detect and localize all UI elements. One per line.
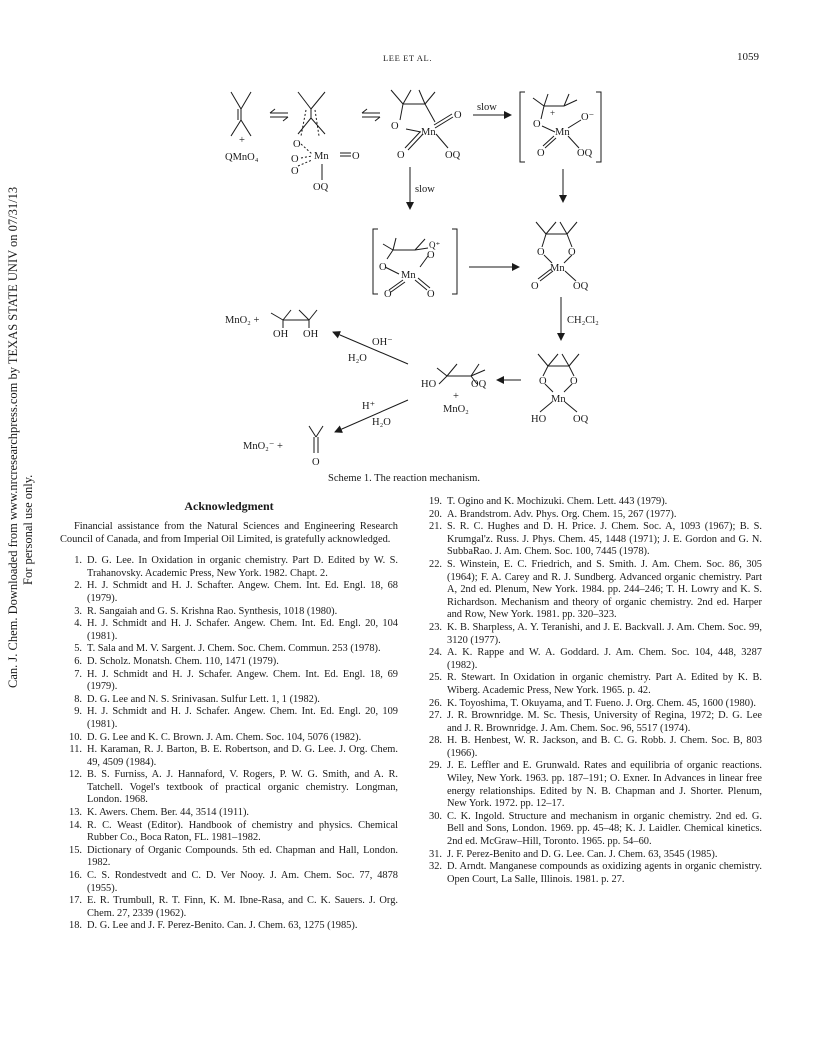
reference-text: T. Sala and M. V. Sargent. J. Chem. Soc. Chem. Commun. 253 (1978). [87, 643, 381, 655]
scheme-mn-label: Mn [550, 263, 565, 274]
reference-number: 27. [429, 710, 442, 722]
reference-text: D. G. Lee and K. C. Brown. J. Am. Chem. Soc. 104, 5076 (1982). [87, 731, 362, 743]
reference-text: J. E. Leffler and E. Grunwald. Rates and equilibria of organic reactions. Wiley, New York. 1963. pp. 187–191; O. Exner. In Advances in linear free energy relationships. Edited by N. B. Chapman and J. Shorter. Plenum, New York. 1972. pp. 12–17. [447, 760, 762, 810]
reference-item [60, 706, 398, 731]
scheme-plus: + [239, 135, 245, 146]
reference-text: H. B. Henbest, W. R. Jackson, and B. C. G. Robb. J. Chem. Soc. B, 803 (1966). [447, 735, 762, 759]
reference-text: Dictionary of Organic Compounds. 5th ed. Chapman and Hall, London. 1982. [87, 844, 398, 869]
reference-number: 1. [74, 555, 82, 567]
reference-text: R. C. Weast (Editor). Handbook of chemistry and physics. Chemical Rubber Co., Boca Raton, FL. 1981–1982. [87, 819, 398, 844]
reference-number: 8. [74, 693, 82, 705]
reference-item [420, 849, 762, 862]
reference-item [420, 710, 762, 735]
reference-item [420, 760, 762, 810]
reference-text: H. Karaman, R. J. Barton, B. E. Robertson, and D. G. Lee. J. Org. Chem. 49, 4509 (1984). [87, 744, 398, 768]
reference-text: D. Arndt. Manganese compounds as oxidizing agents in organic chemistry. Open Court, La Salle, Illinois. 1981. p. 27. [447, 861, 762, 885]
scheme-mn-label: Mn [401, 270, 416, 281]
reference-item [420, 647, 762, 672]
reference-text: D. G. Lee and N. S. Srinivasan. Sulfur Lett. 1, 1 (1982). [87, 693, 320, 705]
acknowledgment-title: Acknowledgment [184, 499, 274, 513]
reference-text: C. K. Ingold. Structure and mechanism in organic chemistry. 2nd ed. G. Bell and Sons, London. 1969. pp. 45–48; K. J. Laidler. Chemical kinetics. 2nd ed. McGraw–Hill, Toronto. 1965. pp. 54–60. [447, 810, 762, 848]
reference-text: J. R. Brownridge. M. Sc. Thesis, University of Regina, 1972; D. G. Lee and J. R. Brownridge. J. Am. Chem. Soc. 96, 5517 (1974). [447, 710, 762, 734]
scheme-o-label: O [384, 289, 392, 300]
reference-number: 28. [429, 735, 442, 747]
scheme-h2o-1: H₂O [348, 353, 367, 364]
scheme-plus: + [453, 391, 459, 402]
scheme-mno2-minus: MnO₂⁻ + [243, 441, 283, 452]
reference-number: 21. [429, 521, 442, 533]
scheme-oq-label: OQ [313, 182, 329, 193]
scheme-o-label: O [568, 247, 576, 258]
reference-item [60, 732, 398, 745]
scheme-mno2-diol: MnO₂ + [225, 315, 260, 326]
scheme-ketone-o: O [312, 457, 320, 468]
reference-number: 25. [429, 672, 442, 684]
reference-item [420, 861, 762, 886]
reference-item [60, 606, 398, 619]
reference-item [60, 744, 398, 769]
reference-item [420, 559, 762, 622]
reference-number: 20. [429, 508, 442, 520]
reference-text: B. S. Furniss, A. J. Hannaford, V. Rogers, P. W. G. Smith, and A. R. Tatchell. Vogel's textbook of practical organic chemistry. Longman, London. 1968. [87, 769, 398, 806]
reference-item [60, 694, 398, 707]
reference-item [420, 698, 762, 711]
running-head: LEE ET AL. [383, 53, 433, 63]
watermark-line-2: For personal use only. [21, 474, 35, 585]
scheme-o-label: O [379, 262, 387, 273]
reference-text: S. Winstein, E. C. Friedrich, and S. Smith. J. Am. Chem. Soc. 86, 305 (1964); F. A. Carey and R. J. Sundberg. Advanced organic chemistry. Part A, 2nd ed. Plenum, New York. 1984. pp. 244–246; T. H. Lowry and K. S. Richardson. Mechanism and theory of organic chemistry. 2nd ed. Harper and Row, New York. 1981. pp. 320–323. [447, 558, 762, 621]
reference-item [60, 669, 398, 694]
scheme-slow-down: slow [415, 184, 435, 195]
reference-number: 7. [74, 668, 82, 680]
reference-item [60, 807, 398, 820]
reference-number: 5. [74, 643, 82, 655]
scheme-ho-label: HO [421, 379, 437, 390]
scheme-oq-label: OQ [573, 281, 589, 292]
scheme-o-label: O [533, 119, 541, 130]
scheme-mn-label: Mn [551, 394, 566, 405]
reference-item [60, 580, 398, 605]
scheme-oh-minus: OH⁻ [372, 337, 393, 348]
scheme-qmno4: QMnO₄ [225, 152, 259, 163]
scheme-o-label: O [293, 139, 301, 150]
reference-text: E. R. Trumbull, R. T. Finn, K. M. Ibne-Rasa, and C. K. Sauers. J. Org. Chem. 27, 2339 (1962). [87, 895, 398, 919]
reference-text: H. J. Schmidt and H. J. Schafer. Angew. Chem. Int. Ed. Engl. 18, 69 (1979). [87, 668, 398, 693]
acknowledgment-text: Financial assistance from the Natural Sciences and Engineering Research Council of Canada, and from Imperial Oil Limited, is gratefully acknowledged. [60, 520, 398, 546]
left-column [60, 500, 398, 933]
scheme-oq-label: OQ [471, 379, 487, 390]
reference-number: 6. [74, 655, 82, 667]
scheme-o-label: O [391, 121, 399, 132]
reaction-scheme [215, 72, 775, 482]
reference-item [420, 735, 762, 760]
reference-item [420, 672, 762, 697]
reference-number: 31. [429, 848, 442, 860]
reference-item [60, 618, 398, 643]
reference-text: H. J. Schmidt and H. J. Schafter. Angew. Chem. Int. Ed. Engl. 18, 68 (1979). [87, 580, 398, 604]
scheme-slow-right: slow [477, 102, 497, 113]
reference-item [420, 521, 762, 559]
reference-text: D. G. Lee and J. F. Perez-Benito. Can. J. Chem. 63, 1275 (1985). [87, 920, 358, 932]
right-column [420, 496, 762, 886]
scheme-o-label: O [352, 151, 360, 162]
scheme-o-label: O [531, 281, 539, 292]
reference-item [420, 509, 762, 522]
scheme-o-label: O [537, 148, 545, 159]
scheme-o-label: O [539, 376, 547, 387]
reference-number: 22. [429, 558, 442, 570]
reference-text: A. K. Rappe and W. A. Goddard. J. Am. Chem. Soc. 104, 448, 3287 (1982). [447, 647, 762, 671]
scheme-ch2cl2: CH₂Cl₂ [567, 315, 599, 326]
reference-number: 13. [69, 807, 82, 819]
scheme-o-label: O [570, 376, 578, 387]
reference-text: C. S. Rondestvedt and C. D. Ver Nooy. J. Am. Chem. Soc. 77, 4878 (1955). [87, 870, 398, 894]
scheme-h-plus: H⁺ [362, 401, 376, 412]
download-watermark [0, 0, 35, 1053]
reference-item [60, 656, 398, 669]
scheme-plus: + [550, 108, 556, 118]
reference-item [60, 769, 398, 807]
watermark-line-1: Can. J. Chem. Downloaded from www.nrcresearchpress.com by TEXAS STATE UNIV on 07/31/13 [6, 186, 20, 688]
scheme-oh-2: OH [303, 329, 319, 340]
reference-number: 12. [69, 769, 82, 781]
reference-number: 30. [429, 810, 442, 822]
reference-number: 15. [69, 844, 82, 856]
reference-item [420, 622, 762, 647]
reference-list-left [60, 555, 398, 933]
reference-number: 29. [429, 760, 442, 772]
scheme-o-label: O [537, 247, 545, 258]
reference-number: 24. [429, 647, 442, 659]
scheme-h2o-2: H₂O [372, 417, 391, 428]
reference-number: 16. [69, 870, 82, 882]
reference-text: T. Ogino and K. Mochizuki. Chem. Lett. 443 (1979). [447, 496, 668, 507]
reference-item [60, 555, 398, 580]
reference-text: H. J. Schmidt and H. J. Schafer. Angew. Chem. Int. Ed. Engl. 20, 109 (1981). [87, 706, 398, 730]
reference-item [60, 870, 398, 895]
scheme-o-label: O [291, 154, 299, 165]
scheme-oq-label: OQ [577, 148, 593, 159]
scheme-q-plus: Q⁺ [429, 240, 441, 250]
reference-text: K. Toyoshima, T. Okuyama, and T. Fueno. J. Org. Chem. 45, 1600 (1980). [447, 697, 756, 709]
reference-item [60, 643, 398, 656]
reference-number: 32. [429, 861, 442, 873]
reference-number: 9. [74, 706, 82, 718]
scheme-caption: Scheme 1. The reaction mechanism. [328, 473, 481, 484]
scheme-oh-1: OH [273, 329, 289, 340]
reference-text: R. Sangaiah and G. S. Krishna Rao. Synthesis, 1018 (1980). [87, 605, 338, 617]
scheme-ho-label: HO [531, 414, 547, 425]
scheme-o-label: O [454, 110, 462, 121]
reference-text: A. Brandstrom. Adv. Phys. Org. Chem. 15, 267 (1977). [447, 508, 677, 520]
reference-item [420, 811, 762, 849]
scheme-oq-label: OQ [573, 414, 589, 425]
scheme-mn-label: Mn [555, 127, 570, 138]
reference-item [60, 820, 398, 845]
scheme-o-label: O [427, 289, 435, 300]
reference-number: 18. [69, 920, 82, 932]
reference-number: 2. [74, 580, 82, 592]
reference-text: D. G. Lee. In Oxidation in organic chemistry. Part D. Edited by W. S. Trahanovsky. Academic Press, New York. 1982. Chapt. 2. [87, 555, 398, 579]
reference-item [60, 845, 398, 870]
scheme-mn-label: Mn [421, 127, 436, 138]
reference-number: 26. [429, 697, 442, 709]
reference-item [420, 496, 762, 509]
reference-number: 14. [69, 819, 82, 831]
scheme-oq-label: OQ [445, 150, 461, 161]
reference-number: 17. [69, 895, 82, 907]
reference-text: R. Stewart. In Oxidation in organic chemistry. Part A. Edited by K. B. Wiberg. Academic Press, New York. 1965. p. 42. [447, 672, 762, 696]
reference-text: S. R. C. Hughes and D. H. Price. J. Chem. Soc. A, 1093 (1967); B. S. Krumgal'z. Russ. J. Phys. Chem. 45, 1448 (1971); J. E. Gordon and G. N. SubbaRao. J. Am. Chem. Soc. 100, 7445 (1978). [447, 521, 762, 558]
reference-item [60, 920, 398, 933]
reference-number: 4. [74, 618, 82, 630]
reference-list-right [420, 496, 762, 886]
reference-text: K. B. Sharpless, A. Y. Teranishi, and J. E. Backvall. J. Am. Chem. Soc. 99, 3120 (1977). [447, 621, 762, 646]
scheme-o-minus: O⁻ [581, 112, 595, 123]
page-number: 1059 [737, 51, 759, 63]
reference-number: 10. [69, 731, 82, 743]
reference-text: J. F. Perez-Benito and D. G. Lee. Can. J. Chem. 63, 3545 (1985). [447, 848, 718, 860]
scheme-o-label: O [291, 166, 299, 177]
scheme-mn-label: Mn [314, 151, 329, 162]
scheme-o-label: O [397, 150, 405, 161]
reference-item [60, 895, 398, 920]
reference-number: 23. [429, 621, 442, 633]
reference-number: 3. [74, 605, 82, 617]
reference-text: H. J. Schmidt and H. J. Schafer. Angew. Chem. Int. Ed. Engl. 20, 104 (1981). [87, 618, 398, 642]
reference-text: D. Scholz. Monatsh. Chem. 110, 1471 (1979). [87, 655, 279, 667]
reference-number: 19. [429, 496, 442, 507]
scheme-mno2-mid: MnO₂ [443, 404, 469, 415]
reference-number: 11. [69, 744, 82, 756]
reference-text: K. Awers. Chem. Ber. 44, 3514 (1911). [87, 807, 250, 819]
scheme-o-label: O [427, 250, 435, 261]
